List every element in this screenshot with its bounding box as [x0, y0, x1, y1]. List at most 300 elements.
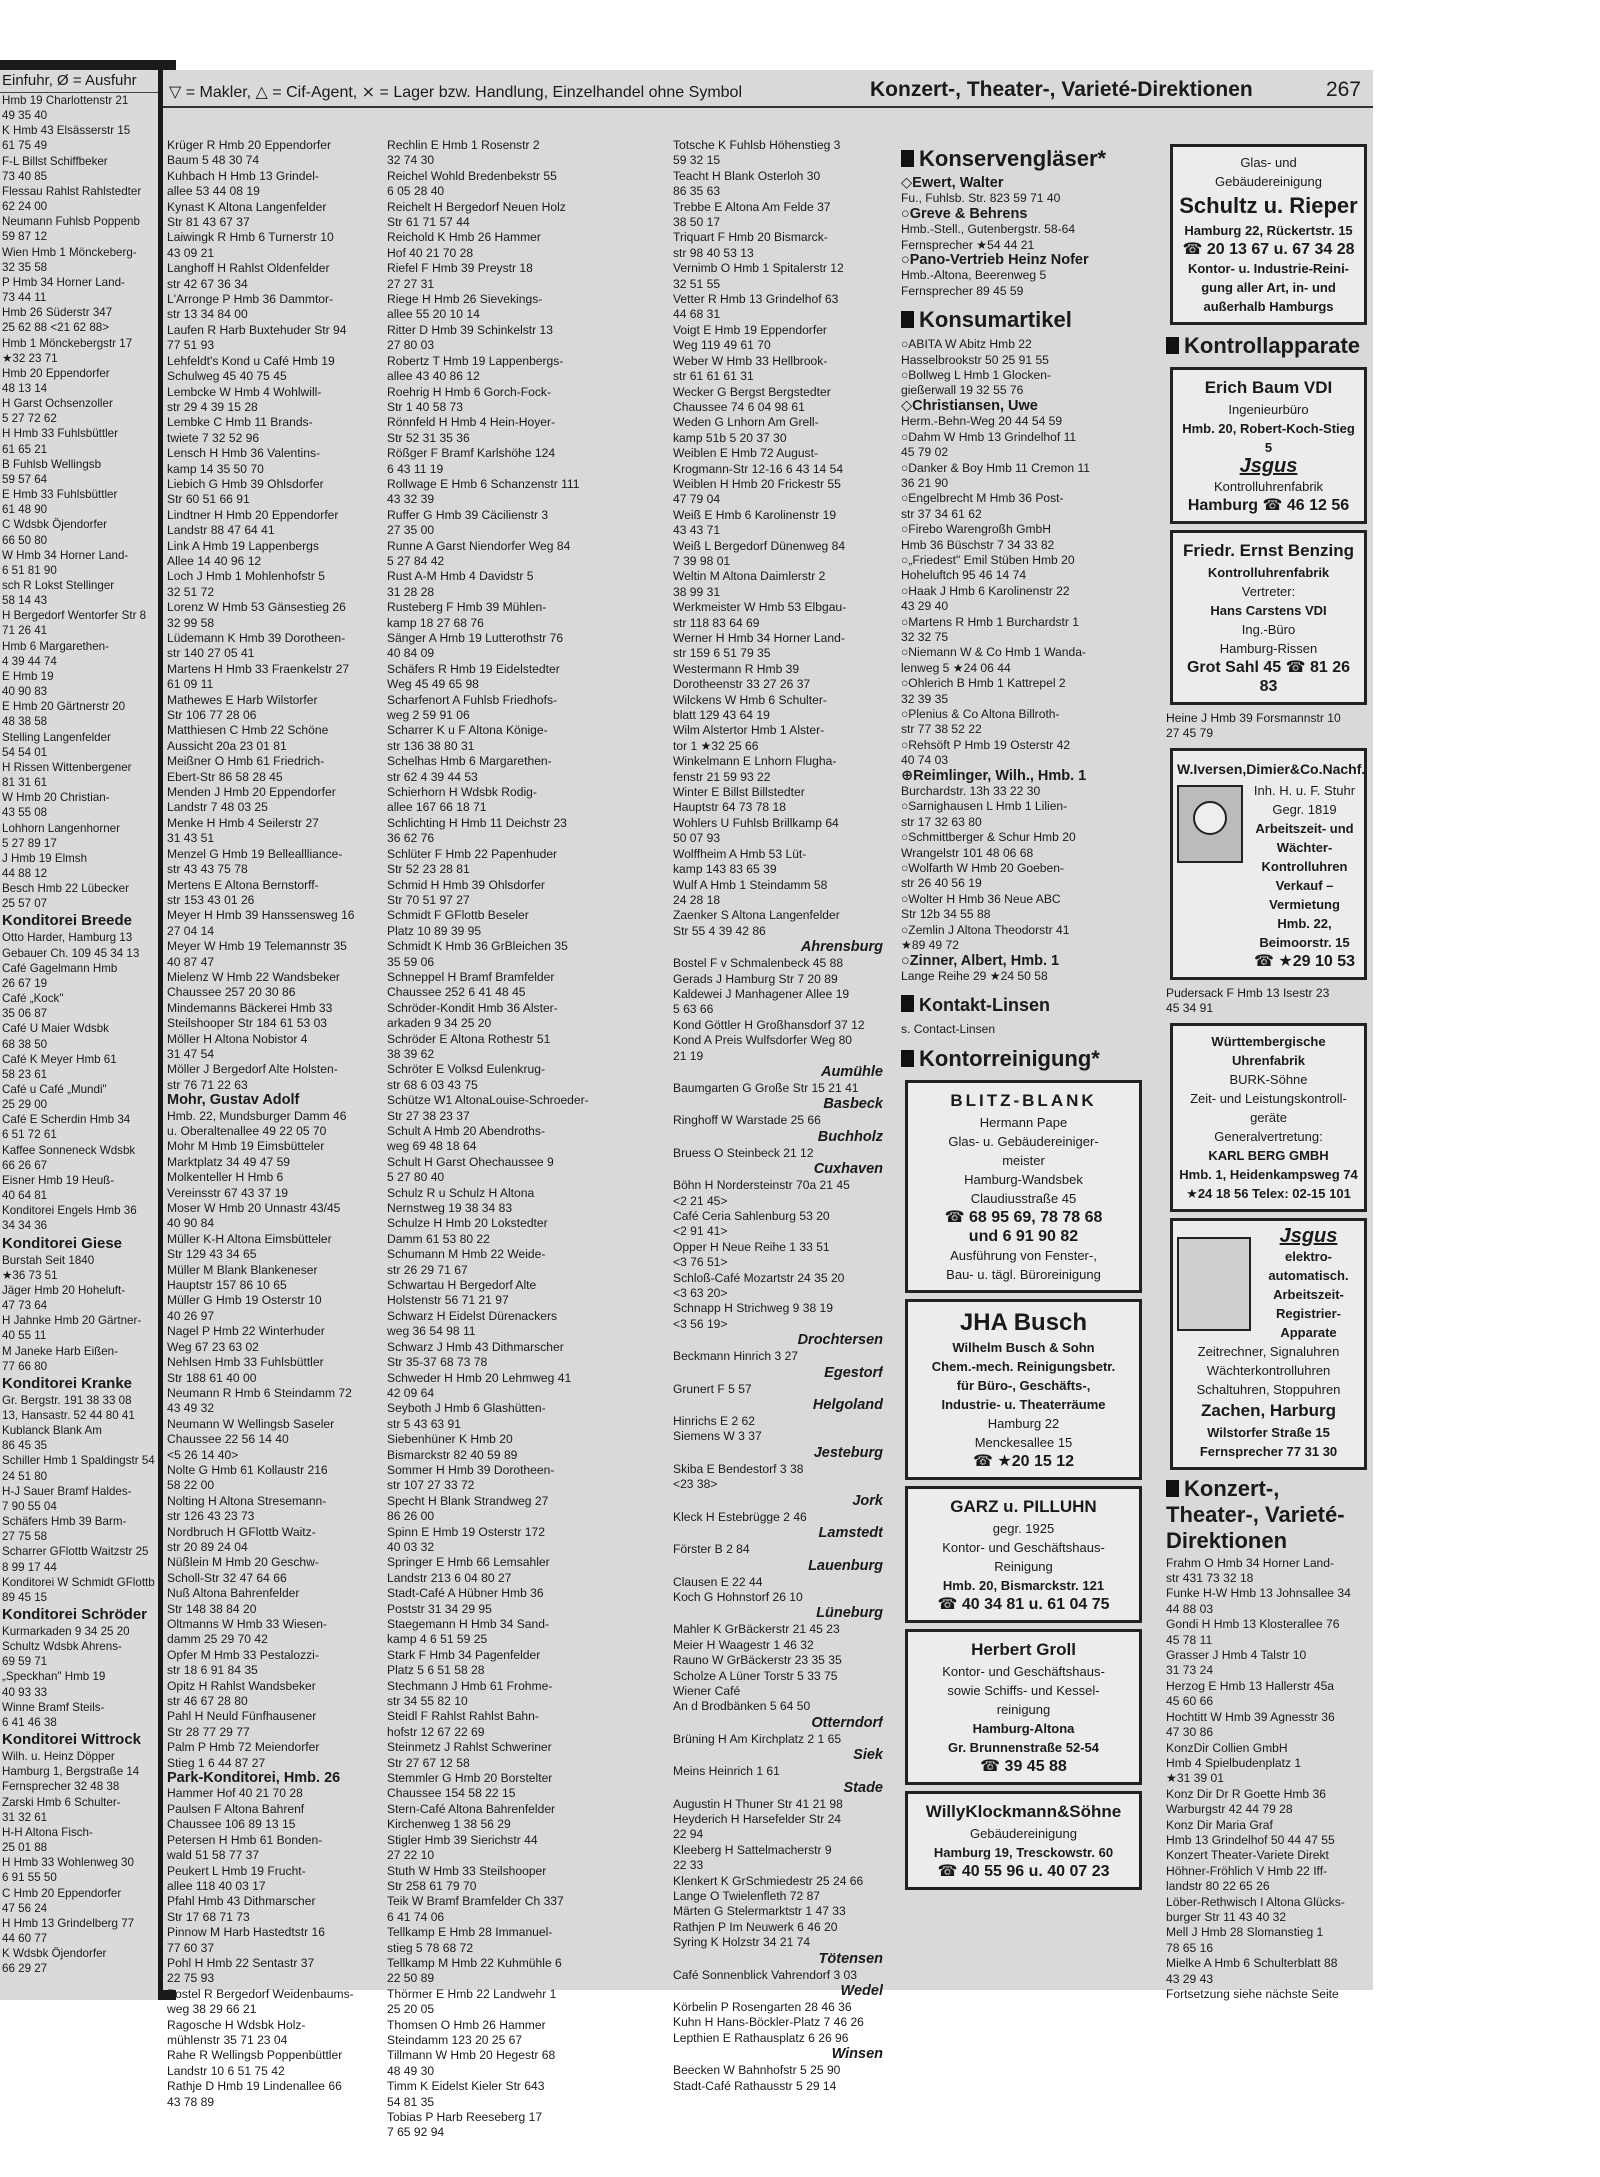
- directory-entry: Schelhas Hmb 6 Margarethen-: [387, 754, 552, 769]
- directory-entry: str 140 27 05 41: [167, 646, 255, 661]
- directory-entry: ○Sarnighausen L Hmb 1 Lilien-: [901, 799, 1068, 814]
- previous-page-entry: H Rissen Wittenbergener: [2, 760, 132, 774]
- directory-entry: 32 74 30: [387, 153, 435, 168]
- directory-entry: Schlüter F Hmb 22 Papenhuder: [387, 846, 558, 861]
- directory-entry: Hochtitt W Hmb 39 Agnesstr 36: [1166, 1709, 1335, 1724]
- directory-entry: 43 32 39: [387, 492, 435, 507]
- directory-entry: 86 35 63: [673, 184, 721, 199]
- directory-entry: Körbelin P Rosengarten 28 46 36: [673, 2000, 852, 2015]
- town-heading: Jork: [852, 1492, 883, 1509]
- directory-entry: 24 28 18: [673, 892, 721, 907]
- directory-entry: 45 34 91: [1166, 1001, 1214, 1016]
- directory-entry: Stadt-Café Rathausstr 5 29 14: [673, 2078, 837, 2093]
- directory-entry: Str 12b 34 55 88: [901, 907, 991, 922]
- directory-entry: str 34 55 82 10: [387, 1694, 468, 1709]
- directory-entry: 47 79 04: [673, 492, 721, 507]
- directory-entry: Str 28 77 29 77: [167, 1724, 250, 1739]
- directory-entry: Bruess O Steinbeck 21 12: [673, 1145, 814, 1160]
- directory-entry: Holstenstr 56 71 21 97: [387, 1293, 509, 1308]
- directory-entry: ○Ohlerich B Hmb 1 Kattrepel 2: [901, 676, 1066, 691]
- directory-entry: Opper H Neue Reihe 1 33 51: [673, 1239, 830, 1254]
- directory-entry: 31 28 28: [387, 584, 435, 599]
- previous-page-entry: B Fuhlsb Wellingsb: [2, 457, 102, 471]
- previous-page-entry: Hmb 26 Süderstr 347: [2, 306, 113, 320]
- directory-entry: Seyboth J Hmb 6 Glashütten-: [387, 1401, 546, 1416]
- directory-entry: Möller H Altona Nobistor 4: [167, 1031, 308, 1046]
- directory-entry: ○Danker & Boy Hmb 11 Cremon 11: [901, 460, 1091, 475]
- bold-entry: ◇Christiansen, Uwe: [901, 398, 1038, 414]
- directory-entry: 44 68 31: [673, 307, 721, 322]
- ad-jsgus: Jsgus elektro-automatisch. Arbeitszeit- Registrier-Apparate Zeitrechner, Signaluhren Wächterkontrolluhren Schaltuhren, Stoppuhren Zachen, Harburg Wilstorfer Straße 15 Fernsprecher 77 31 30: [1170, 1218, 1367, 1470]
- directory-entry: Stemmler G Hmb 20 Borstelter: [387, 1771, 553, 1786]
- directory-entry: Dorotheenstr 33 27 26 37: [673, 677, 811, 692]
- directory-entry: kamp 18 27 68 76: [387, 615, 484, 630]
- directory-entry: Rollwage E Hmb 6 Schanzenstr 111: [387, 476, 580, 491]
- directory-entry: Menden J Hmb 20 Eppendorfer: [167, 785, 336, 800]
- previous-page-entry: ★36 73 51: [2, 1268, 58, 1282]
- directory-entry: 44 88 03: [1166, 1601, 1214, 1616]
- directory-entry: allee 167 66 18 71: [387, 800, 487, 815]
- previous-page-entry: Otto Harder, Hamburg 13: [2, 931, 133, 945]
- directory-entry: 27 80 03: [387, 338, 435, 353]
- previous-page-entry: Hamburg 1, Bergstraße 14: [2, 1765, 140, 1779]
- directory-entry: Löber-Rethwisch I Altona Glücks-: [1166, 1894, 1345, 1909]
- directory-entry: ○Schmittberger & Schur Hmb 20: [901, 830, 1076, 845]
- directory-entry: 21 19: [673, 1048, 704, 1063]
- directory-entry: Syring K Holzstr 34 21 74: [673, 1935, 811, 1950]
- previous-page-entry: 59 57 64: [2, 472, 48, 486]
- bold-entry: ◇Ewert, Walter: [901, 176, 1004, 191]
- previous-page-entry: 69 59 71: [2, 1655, 48, 1669]
- previous-page-entry: 25 01 88: [2, 1841, 48, 1855]
- directory-entry: ○Engelbrecht M Hmb 36 Post-: [901, 491, 1064, 506]
- directory-entry: Rusteberg F Hmb 39 Mühlen-: [387, 600, 547, 615]
- directory-entry: Lensch H Hmb 36 Valentins-: [167, 446, 321, 461]
- directory-entry: 32 51 72: [167, 584, 215, 599]
- directory-entry: ○Wolter H Hmb 36 Neue ABC: [901, 891, 1061, 906]
- directory-entry: Siebenhüner K Hmb 20: [387, 1432, 513, 1447]
- directory-entry: kamp 143 83 65 39: [673, 862, 777, 877]
- directory-entry: Str 70 51 97 27: [387, 892, 470, 907]
- directory-entry: gießerwall 19 32 55 76: [901, 383, 1024, 398]
- directory-entry: arkaden 9 34 25 20: [387, 1016, 492, 1031]
- category-heading-kontorreinigung: Kontorreinigung*: [901, 1044, 1146, 1074]
- directory-entry: Lembcke W Hmb 4 Wohlwill-: [167, 384, 322, 399]
- directory-entry: Thörmer E Hmb 22 Landwehr 1: [387, 1986, 557, 2001]
- directory-entry: str 43 43 75 78: [167, 862, 248, 877]
- directory-entry: ○„Friedest" Emil Stüben Hmb 20: [901, 552, 1075, 567]
- directory-entry: Paulsen F Altona Bahrenf: [167, 1801, 305, 1816]
- directory-entry: Fortsetzung siehe nächste Seite: [1166, 1987, 1339, 2001]
- previous-page-entry: 4 39 44 74: [2, 654, 57, 668]
- previous-page-entry: 43 55 08: [2, 806, 48, 820]
- directory-entry: Schumann M Hmb 22 Weide-: [387, 1247, 546, 1262]
- previous-page-entry: „Speckhan" Hmb 19: [2, 1670, 106, 1684]
- directory-entry: 22 50 89: [387, 1971, 435, 1986]
- previous-page-entry: H Bergedorf Wentorfer Str 8: [2, 609, 147, 623]
- directory-entry: Teik W Bramf Bramfelder Ch 337: [387, 1894, 564, 1909]
- directory-entry: 43 43 71: [673, 523, 721, 538]
- directory-entry: Str 129 43 34 65: [167, 1247, 257, 1262]
- directory-entry: 25 20 05: [387, 2002, 435, 2017]
- directory-page: [163, 70, 1373, 2140]
- town-heading: Wedel: [840, 1983, 883, 2000]
- directory-entry: u. Oberaltenallee 49 22 05 70: [167, 1124, 327, 1138]
- directory-entry: 31 43 51: [167, 831, 215, 846]
- previous-page-entry: 44 60 77: [2, 1931, 48, 1945]
- directory-entry: Skiba E Bendestorf 3 38: [673, 1461, 804, 1476]
- directory-entry: Steidl F Rahlst Rahlst Bahn-: [387, 1709, 539, 1724]
- previous-page-entry: 49 35 40: [2, 109, 48, 123]
- previous-page-entry: Neumann Fuhlsb Poppenb: [2, 215, 140, 229]
- previous-page-entry: Hmb 19 Charlottenstr 21: [2, 94, 129, 107]
- previous-page-entry: Café u Café „Mundi": [2, 1083, 107, 1096]
- directory-entry: 35 59 06: [387, 954, 435, 969]
- directory-entry: Chaussee 22 56 14 40: [167, 1432, 289, 1447]
- previous-page-entry: Flessau Rahlst Rahlstedter: [2, 184, 142, 198]
- directory-entry: 32 99 58: [167, 615, 215, 630]
- directory-entry: Schweder H Hmb 20 Lehmweg 41: [387, 1370, 572, 1385]
- previous-page-entry: Konditorei W Schmidt GFlottb: [2, 1575, 155, 1589]
- directory-entry: Teacht H Blank Osterloh 30: [673, 168, 821, 183]
- directory-entry: Weg 45 49 65 98: [387, 677, 479, 692]
- section-title: Konzert-, Theater-, Varieté-Direktionen: [870, 78, 1253, 101]
- previous-page-entry: W Hmb 34 Horner Land-: [2, 548, 129, 562]
- bold-entry: ○Greve & Behrens: [901, 206, 1028, 222]
- previous-page-entry: 48 13 14: [2, 381, 48, 395]
- konservenglaeser-list: [901, 176, 1146, 299]
- directory-entry: Burchardstr. 13h 33 22 30: [901, 784, 1041, 799]
- directory-entry: Wrangelstr 101 48 06 68: [901, 845, 1034, 860]
- directory-entry: Str 27 38 23 37: [387, 1108, 470, 1123]
- directory-entry: Fernsprecher ★54 44 21: [901, 237, 1035, 252]
- directory-entry: 43 29 40: [901, 599, 949, 614]
- directory-entry: Nagel P Hmb 22 Winterhuder: [167, 1324, 325, 1339]
- directory-entry: Stigler Hmb 39 Sierichstr 44: [387, 1832, 538, 1847]
- directory-entry: L'Arronge P Hmb 36 Dammtor-: [167, 292, 334, 307]
- jsgus-logo: Jsgus: [1279, 1224, 1338, 1247]
- directory-entry: Palm P Hmb 72 Meiendorfer: [167, 1740, 320, 1755]
- directory-entry: str 18 6 91 84 35: [167, 1663, 258, 1678]
- directory-entry: Pudersack F Hmb 13 Isestr 23: [1166, 985, 1330, 1000]
- directory-entry: Mielke A Hmb 6 Schulterblatt 88: [1166, 1956, 1338, 1971]
- directory-entry: Stuth W Hmb 33 Steilshooper: [387, 1863, 547, 1878]
- directory-entry: blatt 129 43 64 19: [673, 708, 770, 723]
- directory-entry: Rechlin E Hmb 1 Rosenstr 2: [387, 138, 540, 152]
- directory-entry: Lembke C Hmb 11 Brands-: [167, 415, 313, 430]
- directory-entry: Timm K Eidelst Kieler Str 643: [387, 2079, 545, 2094]
- konsumartikel-list: [901, 337, 1146, 984]
- directory-entry: 47 30 86: [1166, 1725, 1214, 1740]
- directory-entry: Marktplatz 34 49 47 59: [167, 1154, 291, 1169]
- directory-entry: 5 27 80 40: [387, 1170, 445, 1185]
- town-heading: Otterndorf: [811, 1714, 883, 1731]
- directory-entry: Schneppel H Bramf Bramfelder: [387, 969, 555, 984]
- previous-page-entry: Eisner Hmb 19 Heuß-: [2, 1173, 115, 1187]
- directory-entry: Fu., Fuhlsb. Str. 823 59 71 40: [901, 191, 1061, 206]
- directory-entry: Schwartau H Bergedorf Alte: [387, 1278, 537, 1293]
- directory-entry: Riefel F Hmb 39 Preystr 18: [387, 261, 533, 276]
- previous-page-entry: 6 51 81 90: [2, 563, 57, 577]
- directory-entry: Augustin H Thuner Str 41 21 98: [673, 1796, 843, 1811]
- directory-entry: Baum 5 48 30 74: [167, 153, 260, 168]
- directory-entry: ○Haak J Hmb 6 Karolinenstr 22: [901, 583, 1070, 598]
- previous-page-entry: 48 38 58: [2, 715, 48, 729]
- previous-page-entry: 66 50 80: [2, 533, 48, 547]
- previous-page-entry: Scharrer GFlottb Waitzstr 25: [2, 1545, 149, 1559]
- directory-entry: Schmidt K Hmb 36 GrBleichen 35: [387, 939, 568, 954]
- directory-entry: Nolte G Hmb 61 Kollaustr 216: [167, 1462, 328, 1477]
- directory-entry: Müller K-H Altona Eimsbütteler: [167, 1231, 332, 1246]
- directory-entry: Str 258 61 79 70: [387, 1878, 477, 1893]
- previous-page-entry: Café U Maier Wdsbk: [2, 1022, 109, 1036]
- previous-page-header: Einfuhr, Ø = Ausfuhr: [0, 70, 158, 93]
- directory-entry: wald 51 58 77 37: [167, 1848, 260, 1863]
- directory-entry: Grasser J Hmb 4 Talstr 10: [1166, 1648, 1307, 1663]
- directory-entry: Schäfers R Hmb 19 Eidelstedter: [387, 661, 560, 676]
- directory-entry: <2 21 45>: [673, 1193, 728, 1208]
- directory-entry: Robertz T Hmb 19 Lappenbergs-: [387, 353, 564, 368]
- directory-entry: 31 73 24: [1166, 1663, 1214, 1678]
- directory-entry: <3 76 51>: [673, 1255, 728, 1270]
- directory-entry: str 159 6 51 79 35: [673, 646, 771, 661]
- directory-entry: Str 61 71 57 44: [387, 215, 470, 230]
- directory-entry: Chaussee 257 20 30 86: [167, 985, 296, 1000]
- directory-entry: Vetter R Hmb 13 Grindelhof 63: [673, 292, 839, 307]
- directory-entry: Nuß Altona Bahrenfelder: [167, 1586, 300, 1601]
- directory-entry: Rust A-M Hmb 4 Davidstr 5: [387, 569, 534, 584]
- previous-page-entry: 27 75 58: [2, 1530, 48, 1544]
- directory-entry: 38 99 31: [673, 584, 721, 599]
- directory-entry: Steilshooper Str 184 61 53 03: [167, 1016, 328, 1031]
- directory-entry: weg 38 29 66 21: [167, 2002, 257, 2017]
- directory-entry: Werner H Hmb 34 Horner Land-: [673, 631, 845, 645]
- directory-entry: Rathjen P Im Neuwerk 6 46 20: [673, 1919, 838, 1934]
- directory-entry: 22 94: [673, 1827, 704, 1842]
- directory-entry: Schmidt F GFlottb Beseler: [387, 908, 529, 923]
- directory-entry: 7 39 98 01: [673, 553, 731, 568]
- directory-entry: Thomsen O Hmb 26 Hammer: [387, 2017, 546, 2032]
- directory-entry: Reichelt H Bergedorf Neuen Holz: [387, 199, 566, 214]
- directory-entry: Str 106 77 28 06: [167, 708, 257, 723]
- directory-entry: Siemens W 3 37: [673, 1429, 762, 1444]
- directory-entry: Schröter E Volksd Eulenkrug-: [387, 1062, 545, 1077]
- directory-entry: lenweg 5 ★24 06 44: [901, 660, 1011, 675]
- directory-entry: 5 27 84 42: [387, 553, 445, 568]
- directory-entry: Clausen E 22 44: [673, 1574, 763, 1589]
- previous-page-entry: 25 29 00: [2, 1098, 48, 1112]
- previous-page-strip: [0, 70, 158, 2000]
- previous-page-entry: F-L Billst Schiffbeker: [2, 154, 108, 168]
- previous-page-entry: Winne Bramf Steils-: [2, 1700, 105, 1714]
- directory-entry: str 46 67 28 80: [167, 1694, 248, 1709]
- previous-page-entry: Hmb 1 Mönckebergstr 17: [2, 336, 133, 350]
- directory-entry: Steindamm 123 20 25 67: [387, 2032, 523, 2047]
- previous-page-entry: H Garst Ochsenzoller: [2, 397, 113, 411]
- town-heading: Siek: [853, 1747, 883, 1764]
- directory-entry: 48 49 30: [387, 2063, 435, 2078]
- directory-entry: Pohl H Hmb 22 Sentastr 37: [167, 1955, 315, 1970]
- directory-entry: Schmid H Hmb 39 Ohlsdorfer: [387, 877, 545, 892]
- previous-page-entry: 32 35 58: [2, 260, 48, 274]
- directory-entry: Vereinsstr 67 43 37 19: [167, 1185, 289, 1200]
- previous-page-entry: E Hmb 33 Fuhlsbüttler: [2, 488, 118, 502]
- directory-entry: Schütze W1 AltonaLouise-Schroeder-: [387, 1093, 589, 1108]
- directory-entry: Mell J Hmb 28 Slomanstieg 1: [1166, 1925, 1324, 1940]
- previous-page-entry: H Hmb 13 Grindelberg 77: [2, 1916, 135, 1930]
- previous-page-entry: 5 27 89 17: [2, 836, 57, 850]
- directory-entry: Tobias P Harb Reeseberg 17: [387, 2110, 543, 2124]
- previous-page-entry: ★32 23 71: [2, 351, 58, 365]
- phone-icon: ☎: [937, 1595, 962, 1613]
- directory-entry: Hof 40 21 70 28: [387, 245, 474, 260]
- previous-page-heading: Konditorei Schröder: [2, 1606, 148, 1623]
- previous-page-entry: 47 56 24: [2, 1901, 48, 1915]
- category-heading-konsumartikel: Konsumartikel: [901, 305, 1146, 335]
- previous-page-entry: Schiller Hmb 1 Spaldingstr 54: [2, 1454, 155, 1468]
- directory-entry: Steinmetz J Rahlst Schweriner: [387, 1740, 552, 1755]
- previous-page-entry: Wilh. u. Heinz Döpper: [2, 1750, 115, 1764]
- previous-page-entry: 35 06 87: [2, 1007, 48, 1021]
- directory-entry: str 107 27 33 72: [387, 1478, 475, 1493]
- directory-entry: str 68 6 03 43 75: [387, 1077, 478, 1092]
- directory-entry: Ebert-Str 86 58 28 45: [167, 769, 283, 784]
- directory-entry: Bismarckstr 82 40 59 89: [387, 1447, 518, 1462]
- directory-entry: 27 45 79: [1166, 726, 1214, 741]
- directory-entry: Café Sonnenblick Vahrendorf 3 03: [673, 1967, 857, 1982]
- directory-entry: Beecken W Bahnhofstr 5 25 90: [673, 2063, 841, 2078]
- previous-page-entry: Kurmarkaden 9 34 25 20: [2, 1625, 130, 1638]
- bold-entry: ○Zinner, Albert, Hmb. 1: [901, 953, 1060, 969]
- previous-page-entry: Burstah Seit 1840: [2, 1253, 95, 1267]
- directory-entry: Winter E Billst Billstedter: [673, 785, 805, 800]
- directory-entry: Pinnow M Harb Hastedtstr 16: [167, 1925, 325, 1940]
- directory-entry: str 37 34 61 62: [901, 506, 982, 521]
- directory-entry: Konz Dir Dr R Goette Hmb 36: [1166, 1786, 1326, 1801]
- directory-entry: 43 09 21: [167, 245, 215, 260]
- directory-entry: Tellkamp M Hmb 22 Kuhmühle 6: [387, 1955, 562, 1970]
- directory-entry: Hmb 4 Spielbudenplatz 1: [1166, 1755, 1302, 1770]
- directory-entry: Schnapp H Strichweg 9 38 19: [673, 1301, 834, 1316]
- town-heading: Winsen: [831, 2046, 883, 2063]
- directory-entry: Krüger R Hmb 20 Eppendorfer: [167, 138, 332, 152]
- directory-entry: Kuhn H Hans-Böckler-Platz 7 46 26: [673, 2015, 864, 2030]
- directory-entry: Warburgstr 42 44 79 28: [1166, 1802, 1293, 1817]
- page-number: 267: [1325, 78, 1361, 101]
- directory-entry: Scharfenort A Fuhlsb Friedhofs-: [387, 692, 558, 707]
- directory-entry: Scharrer K u F Altona Könige-: [387, 723, 548, 738]
- directory-entry: Stark F Hmb 34 Pagenfelder: [387, 1647, 541, 1662]
- directory-entry: ★89 49 72: [901, 938, 959, 953]
- directory-entry: Mindemanns Bäckerei Hmb 33: [167, 1000, 333, 1015]
- directory-entry: Lehfeldt's Kond u Café Hmb 19: [167, 353, 335, 368]
- directory-entry: Opitz H Rahlst Wandsbeker: [167, 1678, 316, 1693]
- directory-entry: KonzDir Collien GmbH: [1166, 1740, 1288, 1755]
- directory-entry: Str 17 68 71 73: [167, 1909, 250, 1924]
- previous-page-entry: Kaffee Sonneneck Wdsbk: [2, 1143, 136, 1157]
- directory-entry: Ragosche H Wdsbk Holz-: [167, 2017, 306, 2032]
- directory-entry: Spinn E Hmb 19 Osterstr 172: [387, 1524, 545, 1539]
- directory-entry: <3 56 19>: [673, 1316, 728, 1331]
- symbol-legend: ▽ = Makler, △ = Cif-Agent, ⨯ = Lager bzw. Handlung, Einzelhandel ohne Symbol: [169, 84, 742, 101]
- directory-entry: str 61 61 61 31: [673, 369, 754, 384]
- directory-entry: Voigt E Hmb 19 Eppendorfer: [673, 322, 827, 337]
- directory-entry: str 42 67 36 34: [167, 276, 248, 291]
- directory-entry: Gondi H Hmb 13 Klosterallee 76: [1166, 1617, 1340, 1632]
- directory-entry: 86 26 00: [387, 1509, 435, 1524]
- previous-page-entry: Wien Hmb 1 Mönckeberg-: [2, 245, 137, 259]
- town-heading: Basbeck: [823, 1096, 883, 1113]
- directory-entry: 42 09 64: [387, 1385, 435, 1400]
- directory-entry: Molkenteller H Hmb 6: [167, 1170, 284, 1185]
- directory-entry: kamp 51b 5 20 37 30: [673, 430, 787, 445]
- directory-entry: Scholl-Str 32 47 64 66: [167, 1570, 287, 1585]
- directory-entry: 6 41 74 06: [387, 1909, 445, 1924]
- town-heading: Lüneburg: [816, 1605, 883, 1622]
- directory-entry: 6 43 11 19: [387, 461, 444, 476]
- previous-page-heading: Konditorei Wittrock: [2, 1731, 142, 1749]
- previous-page-entry: 61 75 49: [2, 139, 48, 153]
- directory-entry: Opfer M Hmb 33 Pestalozzi-: [167, 1647, 319, 1662]
- directory-entry: ○Bollweg L Hmb 1 Glocken-: [901, 368, 1052, 383]
- ad-willy-klockmann: WillyKlockmann&Söhne Gebäudereinigung Hamburg 19, Tresckowstr. 60 ☎ 40 55 96 u. 40 07 23: [905, 1791, 1142, 1890]
- directory-entry: str 431 73 32 18: [1166, 1571, 1254, 1586]
- directory-entry: Aussicht 20a 23 01 81: [167, 738, 287, 753]
- directory-entry: Kirchenweg 1 38 56 29: [387, 1817, 511, 1832]
- directory-entry: 59 32 15: [673, 153, 721, 168]
- directory-entry: Kynast K Altona Langenfelder: [167, 199, 327, 214]
- directory-entry: weg 69 48 18 64: [387, 1139, 477, 1154]
- directory-entry: Pahl H Neuld Fünfhausener: [167, 1709, 317, 1724]
- bold-entry: Mohr, Gustav Adolf: [167, 1093, 300, 1109]
- previous-page-entry: Schultz Wdsbk Ahrens-: [2, 1640, 122, 1654]
- directory-entry: Rahe R Wellingsb Poppenbüttler: [167, 2048, 343, 2063]
- directory-entry: burger Str 11 43 40 32: [1166, 1909, 1287, 1924]
- directory-entry: str 17 32 63 80: [901, 814, 982, 829]
- directory-entry: ○Plenius & Co Altona Billroth-: [901, 707, 1060, 721]
- directory-entry: Weiblen H Hmb 20 Frickestr 55: [673, 476, 841, 491]
- directory-entry: Fernsprecher 89 45 59: [901, 283, 1024, 298]
- previous-page-entry: Stelling Langenfelder: [2, 730, 111, 744]
- previous-page-entry: Café K Meyer Hmb 61: [2, 1052, 117, 1066]
- directory-entry: Chaussee 252 6 41 48 45: [387, 985, 526, 1000]
- directory-entry: str 76 71 22 63: [167, 1077, 248, 1092]
- directory-entry: Laiwingk R Hmb 6 Turnerstr 10: [167, 230, 334, 245]
- directory-entry: 27 35 00: [387, 523, 435, 538]
- previous-page-entry: Besch Hmb 22 Lübecker: [2, 882, 129, 896]
- directory-entry: Müller M Blank Blankeneser: [167, 1262, 318, 1277]
- directory-entry: damm 25 29 70 42: [167, 1632, 268, 1647]
- directory-entry: 43 29 43: [1166, 1971, 1214, 1986]
- directory-entry: Kuhbach H Hmb 13 Grindel-: [167, 168, 319, 183]
- directory-entry: Specht H Blank Strandweg 27: [387, 1493, 549, 1508]
- directory-entry: Vernimb O Hmb 1 Spitalerstr 12: [673, 261, 844, 276]
- previous-page-entry: 40 93 33: [2, 1685, 48, 1699]
- directory-entry: Oltmanns W Hmb 33 Wiesen-: [167, 1617, 327, 1631]
- town-heading: Lauenburg: [808, 1557, 883, 1574]
- directory-entry: Sänger A Hmb 19 Lutterothstr 76: [387, 631, 564, 645]
- directory-entry: Lüdemann K Hmb 39 Dorotheen-: [167, 631, 346, 645]
- directory-entry: Sommer H Hmb 39 Dorotheen-: [387, 1462, 555, 1477]
- directory-entry: ○ABITA W Abitz Hmb 22: [901, 337, 1032, 352]
- directory-entry: Str 52 23 28 81: [387, 862, 470, 877]
- directory-entry: 31 47 54: [167, 1046, 215, 1061]
- directory-entry: 78 65 16: [1166, 1940, 1214, 1955]
- previous-page-entry: 89 45 15: [2, 1590, 48, 1604]
- previous-page-entry: 26 67 19: [2, 976, 48, 990]
- directory-entry: ○Dahm W Hmb 13 Grindelhof 11: [901, 429, 1077, 444]
- previous-page-entry: 66 26 67: [2, 1158, 48, 1172]
